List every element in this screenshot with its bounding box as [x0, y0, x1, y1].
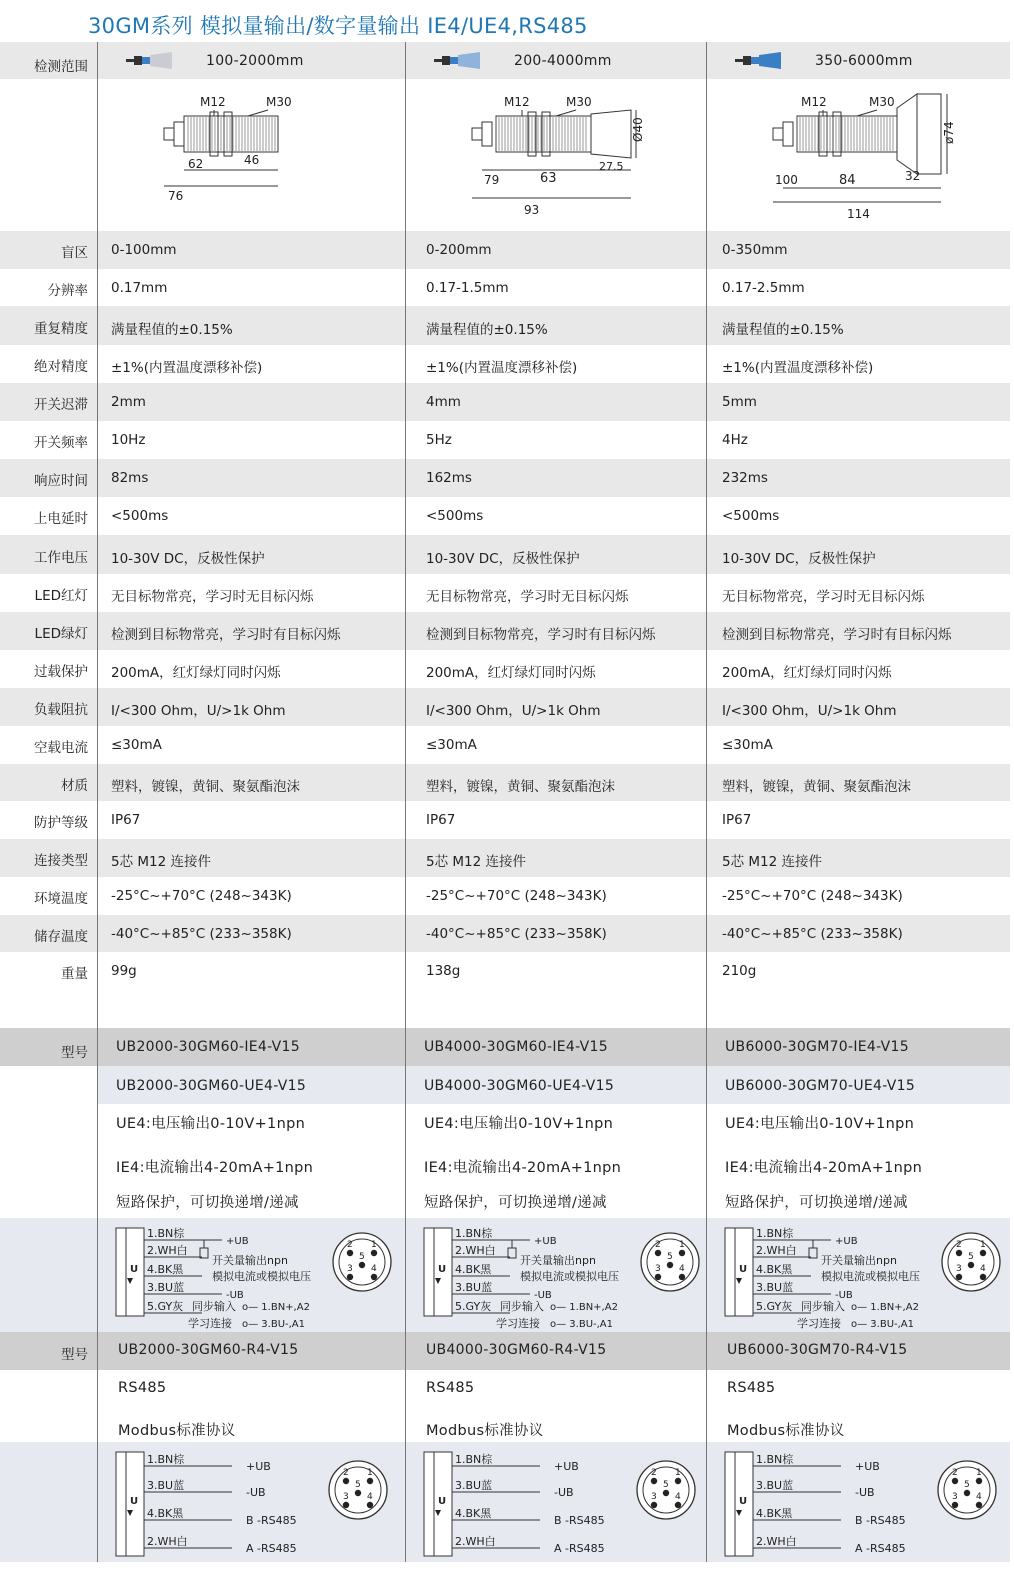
- svg-text:2: 2: [651, 1468, 657, 1478]
- spec-label: 空载电流: [34, 740, 88, 756]
- svg-text:+UB: +UB: [554, 1460, 579, 1473]
- svg-text:-UB: -UB: [855, 1486, 875, 1499]
- spec-value: 0-200mm: [426, 242, 492, 258]
- spec-value: 检测到目标物常亮，学习时有目标闪烁: [111, 627, 341, 643]
- spec-value: -25°C~+70°C (248~343K): [426, 888, 607, 904]
- svg-text:开关量输出npn: 开关量输出npn: [212, 1254, 288, 1267]
- rs485-wiring-diagram: [112, 1446, 408, 1562]
- svg-text:5: 5: [663, 1480, 669, 1490]
- svg-text:4.BK黑: 4.BK黑: [455, 1263, 492, 1276]
- svg-text:79: 79: [484, 173, 500, 187]
- svg-text:模拟电流或模拟电压: 模拟电流或模拟电压: [212, 1270, 311, 1283]
- svg-text:+UB: +UB: [226, 1236, 249, 1247]
- spec-value: 塑料，镀镍，黄铜、聚氨酯泡沫: [111, 779, 300, 795]
- svg-text:4: 4: [679, 1264, 685, 1274]
- spec-value: 232ms: [722, 470, 768, 486]
- svg-text:5: 5: [355, 1480, 361, 1490]
- spec-value: 0.17mm: [111, 280, 168, 296]
- svg-text:4: 4: [367, 1492, 373, 1502]
- svg-text:114: 114: [847, 207, 870, 221]
- svg-text:1.BN棕: 1.BN棕: [756, 1227, 794, 1240]
- model-ie4: UB2000-30GM60-IE4-V15: [116, 1039, 300, 1055]
- svg-text:M12: M12: [801, 95, 827, 109]
- column-divider: [706, 42, 707, 1562]
- spec-value: -40°C~+85°C (233~358K): [426, 926, 607, 942]
- svg-text:4.BK黑: 4.BK黑: [147, 1507, 184, 1520]
- sensor-dimension-drawing: [757, 88, 1014, 228]
- protection-description: 短路保护，可切换递增/递减: [725, 1195, 908, 1211]
- svg-text:2: 2: [952, 1468, 958, 1478]
- svg-text:5: 5: [964, 1480, 970, 1490]
- svg-text:3: 3: [651, 1492, 657, 1502]
- spec-value: ≤30mA: [426, 737, 477, 753]
- spec-value: I/<300 Ohm，U/>1k Ohm: [722, 703, 897, 719]
- spec-value: ≤30mA: [722, 737, 773, 753]
- svg-text:+UB: +UB: [835, 1236, 858, 1247]
- spec-value: 10-30V DC，反极性保护: [722, 551, 876, 567]
- spec-value: I/<300 Ohm，U/>1k Ohm: [111, 703, 286, 719]
- rs485-wiring-diagram: [420, 1446, 716, 1562]
- spec-value: ±1%(内置温度漂移补偿): [426, 360, 578, 376]
- spec-label: 绝对精度: [34, 359, 88, 375]
- ue4-description: UE4:电压输出0-10V+1npn: [424, 1116, 614, 1132]
- svg-text:2.WH白: 2.WH白: [756, 1535, 797, 1548]
- spec-value: IP67: [426, 812, 456, 828]
- spec-value: 5Hz: [426, 432, 452, 448]
- svg-text:63: 63: [540, 171, 557, 186]
- svg-text:1: 1: [976, 1468, 982, 1478]
- rs485-description: RS485: [118, 1380, 167, 1396]
- spec-value: 200mA，红灯绿灯同时闪烁: [111, 665, 281, 681]
- svg-text:84: 84: [839, 173, 856, 188]
- spec-value: ±1%(内置温度漂移补偿): [722, 360, 874, 376]
- svg-text:5: 5: [359, 1252, 365, 1262]
- spec-row-band: [0, 952, 1010, 1028]
- spec-value: 无目标物常亮，学习时无目标闪烁: [722, 589, 925, 605]
- svg-text:3.BU蓝: 3.BU蓝: [147, 1281, 185, 1294]
- svg-text:B -RS485: B -RS485: [554, 1514, 605, 1527]
- spec-row-band: [0, 459, 1010, 497]
- range-value: 350-6000mm: [815, 53, 913, 69]
- svg-text:o— 1.BN+,A2: o— 1.BN+,A2: [851, 1302, 919, 1313]
- modbus-description: Modbus标准协议: [118, 1423, 236, 1439]
- svg-text:-UB: -UB: [226, 1290, 244, 1301]
- ie4-description: IE4:电流输出4-20mA+1npn: [116, 1160, 314, 1176]
- spec-value: 5芯 M12 连接件: [111, 854, 211, 870]
- spec-label: 开关频率: [34, 435, 88, 451]
- svg-text:1: 1: [371, 1240, 377, 1250]
- spec-value: I/<300 Ohm，U/>1k Ohm: [426, 703, 601, 719]
- svg-text:1: 1: [675, 1468, 681, 1478]
- spec-value: 满量程值的±0.15%: [722, 322, 844, 338]
- range-value: 200-4000mm: [514, 53, 612, 69]
- svg-text:2.WH白: 2.WH白: [455, 1535, 496, 1548]
- spec-label: 负载阻抗: [34, 702, 88, 718]
- svg-text:A -RS485: A -RS485: [855, 1542, 906, 1555]
- spec-value: IP67: [111, 812, 141, 828]
- svg-text:学习连接: 学习连接: [188, 1317, 232, 1330]
- model-rs485: UB6000-30GM70-R4-V15: [727, 1342, 908, 1358]
- svg-text:Ø40: Ø40: [631, 117, 645, 142]
- spec-value: 5芯 M12 连接件: [722, 854, 822, 870]
- svg-text:1.BN棕: 1.BN棕: [455, 1227, 493, 1240]
- svg-text:B -RS485: B -RS485: [855, 1514, 906, 1527]
- spec-value: 5芯 M12 连接件: [426, 854, 526, 870]
- svg-text:4.BK黑: 4.BK黑: [756, 1263, 793, 1276]
- model-label: 型号: [61, 1045, 88, 1061]
- svg-text:2: 2: [956, 1240, 962, 1250]
- svg-text:模拟电流或模拟电压: 模拟电流或模拟电压: [520, 1270, 619, 1283]
- spec-value: 200mA，红灯绿灯同时闪烁: [722, 665, 892, 681]
- spec-label: 上电延时: [34, 511, 88, 527]
- spec-value: -25°C~+70°C (248~343K): [111, 888, 292, 904]
- svg-text:3: 3: [655, 1264, 661, 1274]
- svg-text:2.WH白: 2.WH白: [756, 1244, 797, 1257]
- svg-text:模拟电流或模拟电压: 模拟电流或模拟电压: [821, 1270, 920, 1283]
- spec-label: 盲区: [61, 245, 88, 261]
- svg-text:-UB: -UB: [554, 1486, 574, 1499]
- svg-text:1.BN棕: 1.BN棕: [147, 1453, 185, 1466]
- svg-text:5.GY灰: 5.GY灰: [147, 1300, 184, 1313]
- spec-value: 无目标物常亮，学习时无目标闪烁: [426, 589, 629, 605]
- spec-value: 210g: [722, 963, 757, 979]
- analog-wiring-diagram: [721, 1222, 1014, 1332]
- svg-text:-UB: -UB: [534, 1290, 552, 1301]
- spec-value: 10-30V DC，反极性保护: [426, 551, 580, 567]
- svg-text:76: 76: [168, 189, 184, 203]
- svg-text:M12: M12: [504, 95, 530, 109]
- spec-value: 4mm: [426, 394, 461, 410]
- svg-text:U: U: [739, 1264, 748, 1275]
- spec-value: IP67: [722, 812, 752, 828]
- svg-text:4: 4: [371, 1264, 377, 1274]
- svg-text:o— 3.BU-,A1: o— 3.BU-,A1: [242, 1319, 306, 1330]
- spec-label: 储存温度: [34, 929, 88, 945]
- svg-text:A -RS485: A -RS485: [246, 1542, 297, 1555]
- svg-text:A -RS485: A -RS485: [554, 1542, 605, 1555]
- ie4-description: IE4:电流输出4-20mA+1npn: [725, 1160, 923, 1176]
- spec-value: 塑料，镀镍，黄铜、聚氨酯泡沫: [426, 779, 615, 795]
- spec-label: 防护等级: [34, 815, 88, 831]
- sensor-beam-icon: [735, 51, 805, 71]
- svg-text:27.5: 27.5: [599, 160, 624, 173]
- svg-text:5: 5: [667, 1252, 673, 1262]
- svg-text:4: 4: [675, 1492, 681, 1502]
- svg-text:同步输入: 同步输入: [192, 1300, 236, 1313]
- svg-text:+UB: +UB: [246, 1460, 271, 1473]
- svg-text:46: 46: [244, 153, 260, 167]
- range-label: 检测范围: [34, 59, 88, 75]
- svg-text:4: 4: [980, 1264, 986, 1274]
- svg-text:2: 2: [343, 1468, 349, 1478]
- svg-text:2.WH白: 2.WH白: [147, 1244, 188, 1257]
- spec-value: 82ms: [111, 470, 149, 486]
- model-ie4: UB4000-30GM60-IE4-V15: [424, 1039, 608, 1055]
- svg-text:3.BU蓝: 3.BU蓝: [756, 1479, 794, 1492]
- svg-text:3: 3: [956, 1264, 962, 1274]
- svg-text:1.BN棕: 1.BN棕: [455, 1453, 493, 1466]
- spec-value: 0-100mm: [111, 242, 177, 258]
- spec-value: 无目标物常亮，学习时无目标闪烁: [111, 589, 314, 605]
- spec-value: 10Hz: [111, 432, 146, 448]
- svg-text:M30: M30: [266, 95, 292, 109]
- rs485-wiring-diagram: [721, 1446, 1014, 1562]
- svg-text:-UB: -UB: [246, 1486, 266, 1499]
- analog-wiring-diagram: [420, 1222, 716, 1332]
- svg-text:学习连接: 学习连接: [797, 1317, 841, 1330]
- sensor-dimension-drawing: [456, 88, 726, 228]
- svg-text:62: 62: [188, 157, 204, 171]
- svg-text:1: 1: [679, 1240, 685, 1250]
- model-rs485: UB2000-30GM60-R4-V15: [118, 1342, 299, 1358]
- svg-text:5.GY灰: 5.GY灰: [455, 1300, 492, 1313]
- model-ue4: UB2000-30GM60-UE4-V15: [116, 1078, 307, 1094]
- svg-text:开关量输出npn: 开关量输出npn: [520, 1254, 596, 1267]
- ue4-description: UE4:电压输出0-10V+1npn: [116, 1116, 306, 1132]
- svg-text:100: 100: [775, 173, 798, 187]
- spec-value: <500ms: [722, 508, 780, 524]
- rs485-description: RS485: [426, 1380, 475, 1396]
- svg-text:4: 4: [976, 1492, 982, 1502]
- spec-value: 0.17-2.5mm: [722, 280, 805, 296]
- svg-text:32: 32: [905, 169, 921, 183]
- spec-value: 162ms: [426, 470, 472, 486]
- svg-text:2: 2: [655, 1240, 661, 1250]
- spec-value: -40°C~+85°C (233~358K): [722, 926, 903, 942]
- spec-label: 响应时间: [34, 473, 88, 489]
- svg-text:1.BN棕: 1.BN棕: [756, 1453, 794, 1466]
- model-rs485: UB4000-30GM60-R4-V15: [426, 1342, 607, 1358]
- sensor-beam-icon: [126, 51, 196, 71]
- svg-text:M30: M30: [869, 95, 895, 109]
- ue4-description: UE4:电压输出0-10V+1npn: [725, 1116, 915, 1132]
- spec-label: 过载保护: [34, 664, 88, 680]
- label-blank: [0, 1066, 98, 1104]
- spec-value: 10-30V DC，反极性保护: [111, 551, 265, 567]
- spec-value: 200mA，红灯绿灯同时闪烁: [426, 665, 596, 681]
- svg-text:1.BN棕: 1.BN棕: [147, 1227, 185, 1240]
- column-divider: [97, 42, 98, 1562]
- svg-text:M12: M12: [200, 95, 226, 109]
- svg-text:5: 5: [968, 1252, 974, 1262]
- spec-value: 塑料，镀镍，黄铜、聚氨酯泡沫: [722, 779, 911, 795]
- spec-value: 138g: [426, 963, 461, 979]
- protection-description: 短路保护，可切换递增/递减: [116, 1195, 299, 1211]
- svg-text:o— 1.BN+,A2: o— 1.BN+,A2: [550, 1302, 618, 1313]
- model-label: 型号: [61, 1347, 88, 1363]
- spec-value: 0.17-1.5mm: [426, 280, 509, 296]
- spec-value: ±1%(内置温度漂移补偿): [111, 360, 263, 376]
- spec-value: 0-350mm: [722, 242, 788, 258]
- spec-label: LED红灯: [34, 588, 88, 604]
- svg-text:93: 93: [524, 203, 540, 217]
- model-ue4: UB4000-30GM60-UE4-V15: [424, 1078, 615, 1094]
- ie4-description: IE4:电流输出4-20mA+1npn: [424, 1160, 622, 1176]
- spec-label: LED绿灯: [34, 626, 88, 642]
- svg-text:2.WH白: 2.WH白: [147, 1535, 188, 1548]
- sensor-dimension-drawing: [148, 88, 418, 228]
- svg-text:+UB: +UB: [534, 1236, 557, 1247]
- svg-text:开关量输出npn: 开关量输出npn: [821, 1254, 897, 1267]
- svg-text:5.GY灰: 5.GY灰: [756, 1300, 793, 1313]
- svg-text:3.BU蓝: 3.BU蓝: [455, 1281, 493, 1294]
- analog-wiring-diagram: [112, 1222, 408, 1332]
- svg-text:3.BU蓝: 3.BU蓝: [147, 1479, 185, 1492]
- spec-row-band: [0, 421, 1010, 459]
- spec-value: 满量程值的±0.15%: [111, 322, 233, 338]
- svg-text:4.BK黑: 4.BK黑: [756, 1507, 793, 1520]
- svg-text:o— 3.BU-,A1: o— 3.BU-,A1: [851, 1319, 915, 1330]
- svg-text:+UB: +UB: [855, 1460, 880, 1473]
- svg-text:4.BK黑: 4.BK黑: [455, 1507, 492, 1520]
- spec-value: 99g: [111, 963, 137, 979]
- spec-value: 5mm: [722, 394, 757, 410]
- spec-label: 重量: [61, 966, 88, 982]
- spec-label: 连接类型: [34, 853, 88, 869]
- spec-label: 开关迟滞: [34, 397, 88, 413]
- spec-label: 分辨率: [47, 283, 88, 299]
- spec-value: -25°C~+70°C (248~343K): [722, 888, 903, 904]
- svg-text:学习连接: 学习连接: [496, 1317, 540, 1330]
- svg-text:U: U: [739, 1496, 748, 1507]
- spec-value: 满量程值的±0.15%: [426, 322, 548, 338]
- svg-text:同步输入: 同步输入: [801, 1300, 845, 1313]
- spec-label: 材质: [61, 778, 88, 794]
- model-ie4: UB6000-30GM70-IE4-V15: [725, 1039, 909, 1055]
- svg-text:2.WH白: 2.WH白: [455, 1244, 496, 1257]
- svg-text:3: 3: [347, 1264, 353, 1274]
- spec-value: 4Hz: [722, 432, 748, 448]
- spec-value: 检测到目标物常亮，学习时有目标闪烁: [426, 627, 656, 643]
- spec-label: 重复精度: [34, 321, 88, 337]
- range-value: 100-2000mm: [206, 53, 304, 69]
- svg-text:3.BU蓝: 3.BU蓝: [756, 1281, 794, 1294]
- spec-label: 工作电压: [34, 550, 88, 566]
- spec-value: ≤30mA: [111, 737, 162, 753]
- svg-text:2: 2: [347, 1240, 353, 1250]
- protection-description: 短路保护，可切换递增/递减: [424, 1195, 607, 1211]
- spec-row-band: [0, 801, 1010, 839]
- svg-text:同步输入: 同步输入: [500, 1300, 544, 1313]
- svg-text:-UB: -UB: [835, 1290, 853, 1301]
- rs485-description: RS485: [727, 1380, 776, 1396]
- svg-text:U: U: [438, 1264, 447, 1275]
- spec-value: -40°C~+85°C (233~358K): [111, 926, 292, 942]
- spec-value: <500ms: [426, 508, 484, 524]
- svg-text:U: U: [438, 1496, 447, 1507]
- modbus-description: Modbus标准协议: [426, 1423, 544, 1439]
- svg-text:U: U: [130, 1496, 139, 1507]
- svg-text:M30: M30: [566, 95, 592, 109]
- model-ue4: UB6000-30GM70-UE4-V15: [725, 1078, 916, 1094]
- spec-row-band: [0, 383, 1010, 421]
- svg-text:3.BU蓝: 3.BU蓝: [455, 1479, 493, 1492]
- svg-text:4.BK黑: 4.BK黑: [147, 1263, 184, 1276]
- spec-value: <500ms: [111, 508, 169, 524]
- svg-text:U: U: [130, 1264, 139, 1275]
- svg-text:1: 1: [367, 1468, 373, 1478]
- svg-text:3: 3: [343, 1492, 349, 1502]
- svg-text:3: 3: [952, 1492, 958, 1502]
- svg-text:ø74: ø74: [942, 121, 956, 144]
- svg-text:o— 3.BU-,A1: o— 3.BU-,A1: [550, 1319, 614, 1330]
- svg-text:B -RS485: B -RS485: [246, 1514, 297, 1527]
- spec-value: 检测到目标物常亮，学习时有目标闪烁: [722, 627, 952, 643]
- svg-text:o— 1.BN+,A2: o— 1.BN+,A2: [242, 1302, 310, 1313]
- spec-value: 2mm: [111, 394, 146, 410]
- modbus-description: Modbus标准协议: [727, 1423, 845, 1439]
- spec-label: 环境温度: [34, 891, 88, 907]
- page-title: 30GM系列 模拟量输出/数字量输出 IE4/UE4,RS485: [88, 14, 588, 38]
- column-divider: [405, 42, 406, 1562]
- sensor-beam-icon: [434, 51, 504, 71]
- svg-text:1: 1: [980, 1240, 986, 1250]
